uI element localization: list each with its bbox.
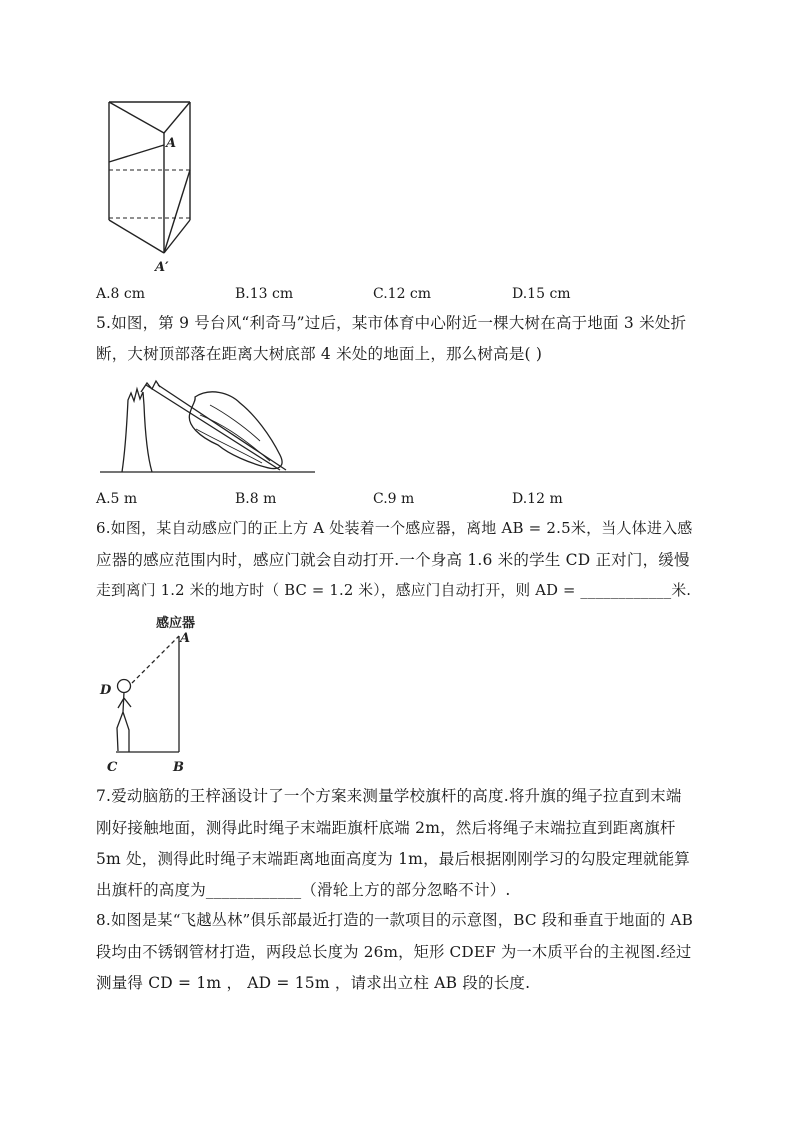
sensor-label: 感应器 xyxy=(156,616,196,631)
sensor-door-figure xyxy=(96,612,216,777)
q4-option-d: D.15 cm xyxy=(512,286,571,302)
q8-line-2: 段均由不锈钢管材打造，两段总长度为 26m，矩形 CDEF 为一木质平台的主视图.经过 xyxy=(96,943,692,961)
q7-line-2: 刚好接触地面，测得此时绳子末端距旗杆底端 2m，然后将绳子末端拉直到距离旗杆 xyxy=(96,819,676,837)
q7-line-3: 5m 处，测得此时绳子末端距离地面高度为 1m，最后根据刚刚学习的勾股定理就能算 xyxy=(96,850,690,868)
q4-option-a: A.8 cm xyxy=(96,286,146,302)
q7-line-4: 出旗杆的高度为____________（滑轮上方的部分忽略不计）. xyxy=(96,881,511,899)
prism-figure xyxy=(100,95,200,280)
point-b-label: B xyxy=(173,760,184,775)
q6-line-1: 6.如图，某自动感应门的正上方 A 处装着一个感应器，离地 AB = 2.5米，当人体进入感 xyxy=(96,519,693,537)
point-a-label: A xyxy=(166,136,177,151)
q8-line-3: 测量得 CD = 1m ， AD = 15m ，请求出立柱 AB 段的长度. xyxy=(96,974,531,992)
point-d-label: D xyxy=(100,683,112,698)
broken-tree-figure xyxy=(100,375,320,480)
q7-line-1: 7.爱动脑筋的王梓涵设计了一个方案来测量学校旗杆的高度.将升旗的绳子拉直到末端 xyxy=(96,787,682,805)
point-c-label: C xyxy=(107,760,118,775)
point-a-label: A xyxy=(180,631,191,646)
q6-line-3: 走到离门 1.2 米的地方时（ BC = 1.2 米），感应门自动打开，则 AD = ____________米. xyxy=(96,582,692,599)
q5-line-1: 5.如图，第 9 号台风“利奇马”过后，某市体育中心附近一棵大树在高于地面 3 米处折 xyxy=(96,314,687,332)
q5-option-a: A.5 m xyxy=(96,491,138,507)
q6-line-2: 应器的感应范围内时，感应门就会自动打开.一个身高 1.6 米的学生 CD 正对门，缓慢 xyxy=(96,551,690,569)
q5-option-d: D.12 m xyxy=(512,491,563,507)
point-a-prime-label: A′ xyxy=(155,260,169,275)
q5-line-2: 断，大树顶部落在距离大树底部 4 米处的地面上，那么树高是( ) xyxy=(96,345,543,363)
q4-option-b: B.13 cm xyxy=(235,286,294,302)
q4-option-c: C.12 cm xyxy=(373,286,432,302)
q5-option-c: C.9 m xyxy=(373,491,415,507)
q8-line-1: 8.如图是某“飞越丛林”俱乐部最近打造的一款项目的示意图，BC 段和垂直于地面的 AB xyxy=(96,911,694,929)
q5-option-b: B.8 m xyxy=(235,491,277,507)
